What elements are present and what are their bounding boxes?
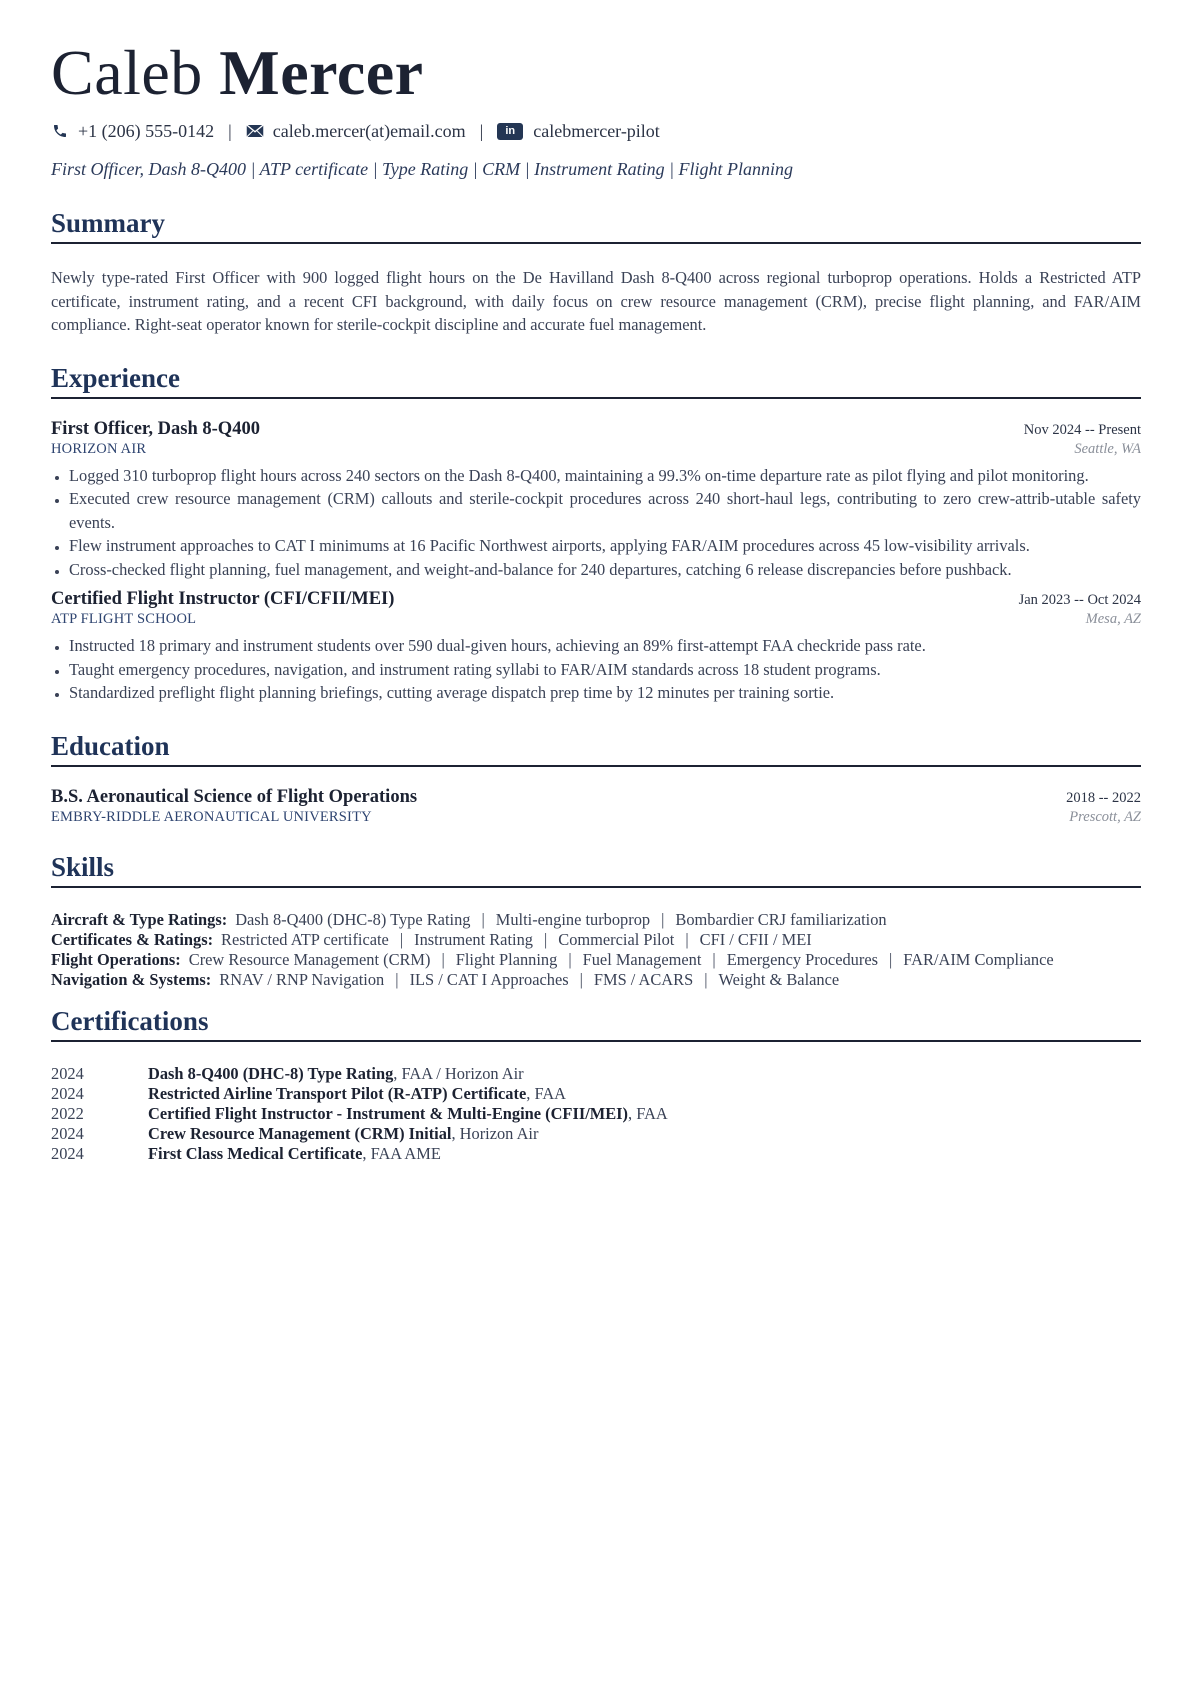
job-bullets (51, 464, 1141, 582)
first-name: Caleb (51, 37, 203, 108)
certifications-list (51, 1064, 1141, 1164)
last-name: Mercer (219, 37, 424, 108)
cert-name: Crew Resource Management (CRM) Initial (148, 1123, 452, 1143)
cert-year: 2024 (51, 1083, 84, 1103)
education-section (51, 729, 1141, 826)
bullet-item: • Cross-checked flight planning, fuel management, and weight-and-balance for 240 departures, catching 6 release discrepancies before pushback. (69, 558, 1141, 582)
skill-item: Instrument Rating (414, 929, 533, 949)
education-dates: 2018 -- 2022 (1066, 789, 1141, 806)
degree-title: B.S. Aeronautical Science of Flight Operations (51, 786, 418, 807)
skill-item: RNAV / RNP Navigation (219, 969, 385, 989)
job-dates: Nov 2024 -- Present (1023, 421, 1141, 438)
bullet-item: • Instructed 18 primary and instrument students over 590 dual-given hours, achieving an 89% first-attempt FAA checkride pass rate. (69, 634, 1141, 658)
job-location: Mesa, AZ (1085, 611, 1141, 627)
headline: First Officer, Dash 8-Q400 | ATP certificate | Type Rating | CRM | Instrument Rating | Flight Planning (51, 159, 794, 179)
cert-row (51, 1104, 1141, 1124)
cert-issuer: , FAA (526, 1083, 567, 1103)
bullet-item: • Flew instrument approaches to CAT I minimums at 16 Pacific Northwest airports, applying FAR/AIM procedures across 45 low-visibility arrivals. (69, 534, 1141, 558)
skill-category: Aircraft & Type Ratings: (51, 909, 228, 929)
cert-name: First Class Medical Certificate (148, 1143, 363, 1163)
phone-number: +1 (206) 555-0142 (78, 120, 215, 141)
school-name: EMBRY-RIDDLE AERONAUTICAL UNIVERSITY (51, 808, 372, 825)
cert-row (51, 1124, 1141, 1144)
cert-year: 2022 (51, 1103, 84, 1123)
bullet-item: • Logged 310 turboprop flight hours across 240 sectors on the Dash 8-Q400, maintaining a 99.3% on-time departure rate as pilot flying and pilot monitoring. (69, 464, 1141, 488)
skill-item: FMS / ACARS (593, 969, 694, 989)
cert-year: 2024 (51, 1143, 84, 1163)
job-title: Certified Flight Instructor (CFI/CFII/MEI) (51, 589, 395, 609)
contact-separator: | (228, 120, 232, 141)
section-title: Certifications (51, 1005, 209, 1036)
job-entry (51, 419, 1141, 582)
section-divider (51, 242, 1141, 244)
skill-item: ILS / CAT I Approaches (409, 969, 569, 989)
education-entry (51, 787, 1141, 826)
cert-year: 2024 (51, 1123, 84, 1143)
job-location: Seattle, WA (1074, 440, 1141, 457)
contact-email[interactable] (246, 121, 466, 142)
skill-row: Aircraft & Type Ratings: Dash 8-Q400 (DHC-8) Type Rating | Multi-engine turboprop | Bombardier CRJ familiarization (51, 909, 887, 929)
contact-line (51, 118, 1141, 144)
job-bullets (51, 634, 1141, 705)
job-employer: ATP FLIGHT SCHOOL (51, 611, 197, 627)
cert-row (51, 1144, 1141, 1164)
section-title: Skills (51, 851, 115, 882)
skill-item: Crew Resource Management (CRM) (188, 949, 431, 969)
linkedin-icon: in (497, 123, 523, 140)
cert-year: 2024 (51, 1063, 84, 1083)
contact-linkedin[interactable] (497, 121, 660, 142)
skill-item: Restricted ATP certificate (221, 929, 389, 949)
skill-row: Flight Operations: Crew Resource Management (CRM) | Flight Planning | Fuel Management | Emergency Procedures | FAR/AIM Compliance (51, 949, 1054, 969)
skill-item: Fuel Management (582, 949, 702, 969)
section-divider (51, 765, 1141, 767)
experience-section (51, 361, 1141, 705)
skill-item: Commercial Pilot (558, 929, 675, 949)
cert-issuer: , Horizon Air (451, 1123, 539, 1143)
cert-row (51, 1064, 1141, 1084)
skill-row: Navigation & Systems: RNAV / RNP Navigation | ILS / CAT I Approaches | FMS / ACARS | Weight & Balance (51, 969, 840, 989)
cert-name: Certified Flight Instructor - Instrument & Multi-Engine (CFII/MEI) (148, 1103, 628, 1123)
linkedin-handle: calebmercer-pilot (533, 120, 660, 141)
skill-category: Certificates & Ratings: (51, 929, 214, 949)
section-divider (51, 886, 1141, 888)
bullet-item: • Standardized preflight flight planning briefings, cutting average dispatch prep time by 12 minutes per training sortie. (69, 681, 1141, 705)
summary-text: Newly type-rated First Officer with 900 logged flight hours on the De Havilland Dash 8-Q400 across regional turboprop operations. Holds a Restricted ATP certificate, instrument rating, and a recent CFI background, with daily focus on crew resource management (CRM), precise flight planning, and FAR/AIM compliance. Right-seat operator known for sterile-cockpit discipline and accurate fuel management. (51, 268, 1141, 334)
cert-issuer: , FAA (628, 1103, 668, 1123)
job-entry (51, 589, 1141, 705)
envelope-icon (246, 123, 264, 139)
cert-issuer: , FAA / Horizon Air (393, 1063, 524, 1083)
skill-category: Navigation & Systems: (51, 969, 212, 989)
section-divider (51, 397, 1141, 399)
school-location: Prescott, AZ (1069, 808, 1141, 825)
skill-item: Bombardier CRJ familiarization (675, 909, 887, 929)
skills-section (51, 850, 1141, 990)
skill-item: Weight & Balance (718, 969, 840, 989)
section-divider (51, 1040, 1141, 1042)
skill-item: Flight Planning (455, 949, 558, 969)
skills-list (51, 910, 1141, 990)
candidate-name (51, 30, 1141, 116)
job-employer: HORIZON AIR (51, 440, 147, 457)
cert-name: Dash 8-Q400 (DHC-8) Type Rating (148, 1063, 394, 1083)
section-title: Experience (51, 362, 180, 393)
job-title: First Officer, Dash 8-Q400 (51, 418, 260, 439)
job-dates: Jan 2023 -- Oct 2024 (1018, 592, 1141, 608)
certifications-section (51, 1004, 1141, 1164)
skill-row: Certificates & Ratings: Restricted ATP certificate | Instrument Rating | Commercial Pilot | CFI / CFII / MEI (51, 929, 812, 949)
bullet-item: • Executed crew resource management (CRM) callouts and sterile-cockpit procedures across 240 short-haul legs, contributing to zero crew-attrib-utable safety events. (69, 487, 1141, 534)
contact-phone (51, 121, 214, 142)
skill-item: Emergency Procedures (726, 949, 878, 969)
cert-issuer: , FAA AME (362, 1143, 441, 1163)
skill-item: Dash 8-Q400 (DHC-8) Type Rating (235, 909, 471, 929)
cert-row (51, 1084, 1141, 1104)
skill-item: CFI / CFII / MEI (699, 929, 812, 949)
summary-section (51, 206, 1141, 337)
section-title: Summary (51, 208, 165, 238)
cert-name: Restricted Airline Transport Pilot (R-ATP) Certificate (148, 1083, 527, 1103)
skill-item: FAR/AIM Compliance (903, 949, 1054, 969)
email-address: caleb.mercer(at)email.com (272, 120, 466, 141)
skill-item: Multi-engine turboprop (495, 909, 651, 929)
skill-category: Flight Operations: (51, 949, 181, 969)
phone-icon (51, 123, 69, 139)
section-title: Education (51, 730, 170, 761)
contact-separator: | (479, 120, 484, 141)
bullet-item: • Taught emergency procedures, navigation, and instrument rating syllabi to FAR/AIM standards across 18 student programs. (69, 658, 1141, 682)
